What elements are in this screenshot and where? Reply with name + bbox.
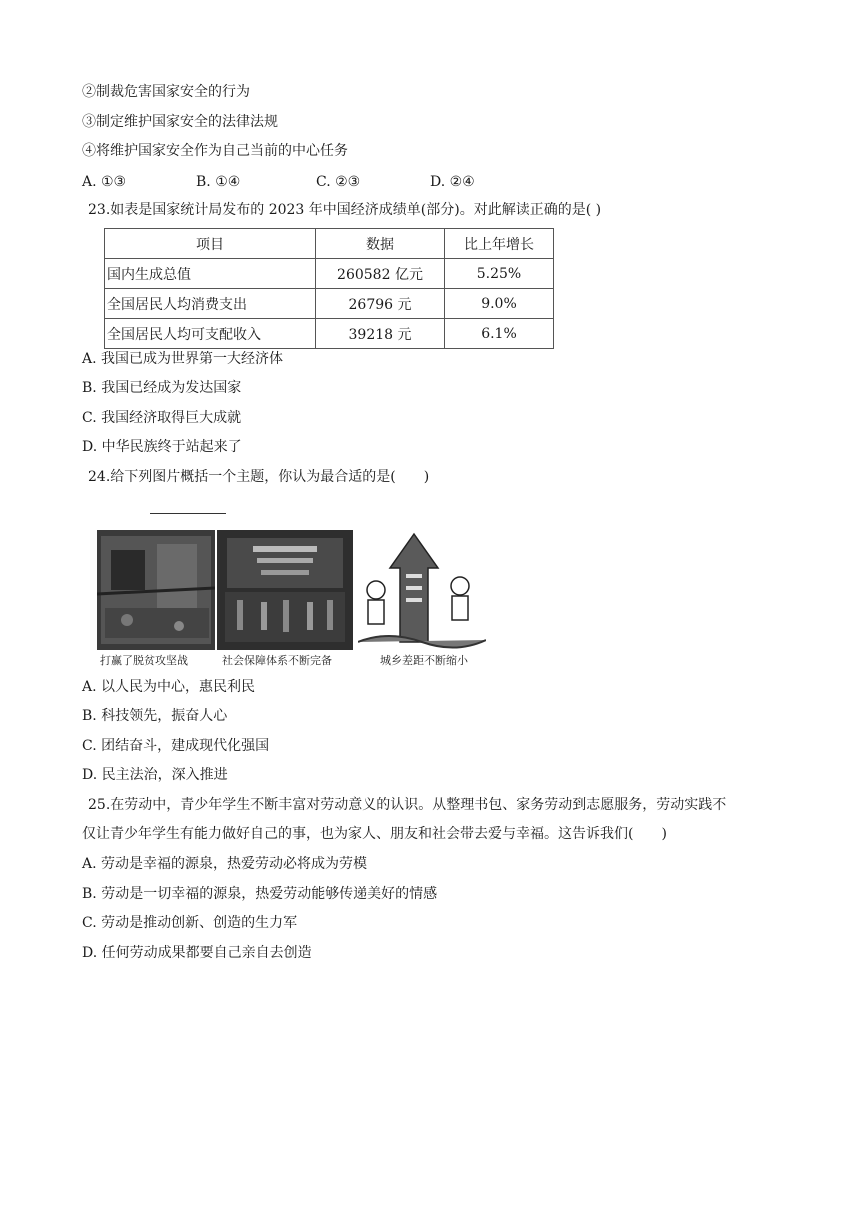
q23-stem: 23.如表是国家统计局发布的 2023 年中国经济成绩单(部分)。对此解读正确的是( ) (88, 202, 602, 218)
table-cell: 全国居民人均消费支出 (105, 289, 316, 319)
table-cell: 39218 元 (316, 319, 445, 349)
q25-option-c: C. 劳动是推动创新、创造的生力军 (82, 915, 298, 931)
q22-statement-2: ②制裁危害国家安全的行为 (82, 84, 250, 100)
table-cell: 6.1% (445, 319, 554, 349)
image-caption: 社会保障体系不断完备 (222, 654, 332, 667)
q23-option-d: D. 中华民族终于站起来了 (82, 439, 242, 455)
q25-option-b: B. 劳动是一切幸福的源泉，热爱劳动能够传递美好的情感 (82, 886, 438, 902)
q23-option-a: A. 我国已成为世界第一大经济体 (82, 351, 284, 367)
q24-option-c: C. 团结奋斗，建成现代化强国 (82, 738, 270, 754)
q22-option-c: C. ②③ (316, 174, 361, 190)
poverty-photo (97, 530, 215, 650)
answer-blank-line (150, 513, 226, 514)
q23-option-c: C. 我国经济取得巨大成就 (82, 410, 242, 426)
q22-statement-3: ③制定维护国家安全的法律法规 (82, 114, 278, 130)
image-caption: 城乡差距不断缩小 (380, 654, 468, 667)
q25-stem-line-2: 仅让青少年学生有能力做好自己的事，也为家人、朋友和社会带去爱与幸福。这告诉我们( ) (82, 826, 667, 842)
image-caption: 打赢了脱贫攻坚战 (100, 654, 188, 667)
economy-table (104, 228, 554, 349)
table-cell: 26796 元 (316, 289, 445, 319)
q24-option-b: B. 科技领先，振奋人心 (82, 708, 228, 724)
q22-statement-4: ④将维护国家安全作为自己当前的中心任务 (82, 143, 348, 159)
table-header-cell: 数据 (316, 229, 445, 259)
q23-option-b: B. 我国已经成为发达国家 (82, 380, 242, 396)
q25-option-d: D. 任何劳动成果都要自己亲自去创造 (82, 945, 312, 961)
table-header-cell: 比上年增长 (445, 229, 554, 259)
q22-option-b: B. ①④ (196, 174, 241, 190)
table-row (105, 259, 554, 289)
rural-urban-cartoon (358, 530, 486, 650)
q24-stem: 24.给下列图片概括一个主题，你认为最合适的是( ) (88, 469, 430, 485)
table-cell: 260582 亿元 (316, 259, 445, 289)
q24-option-d: D. 民主法治，深入推进 (82, 767, 228, 783)
table-cell: 9.0% (445, 289, 554, 319)
table-row (105, 319, 554, 349)
table-row (105, 289, 554, 319)
table-cell: 全国居民人均可支配收入 (105, 319, 316, 349)
table-cell: 5.25% (445, 259, 554, 289)
social-security-photo (217, 530, 353, 650)
table-header-row (105, 229, 554, 259)
q22-option-d: D. ②④ (430, 174, 475, 190)
table-header-cell: 项目 (105, 229, 316, 259)
q24-option-a: A. 以人民为中心，惠民利民 (82, 679, 256, 695)
q22-option-a: A. ①③ (82, 174, 127, 190)
q25-option-a: A. 劳动是幸福的源泉，热爱劳动必将成为劳模 (82, 856, 368, 872)
table-cell: 国内生成总值 (105, 259, 316, 289)
q25-stem-line-1: 25.在劳动中，青少年学生不断丰富对劳动意义的认识。从整理书包、家务劳动到志愿服务，劳动实践不 (88, 797, 727, 813)
